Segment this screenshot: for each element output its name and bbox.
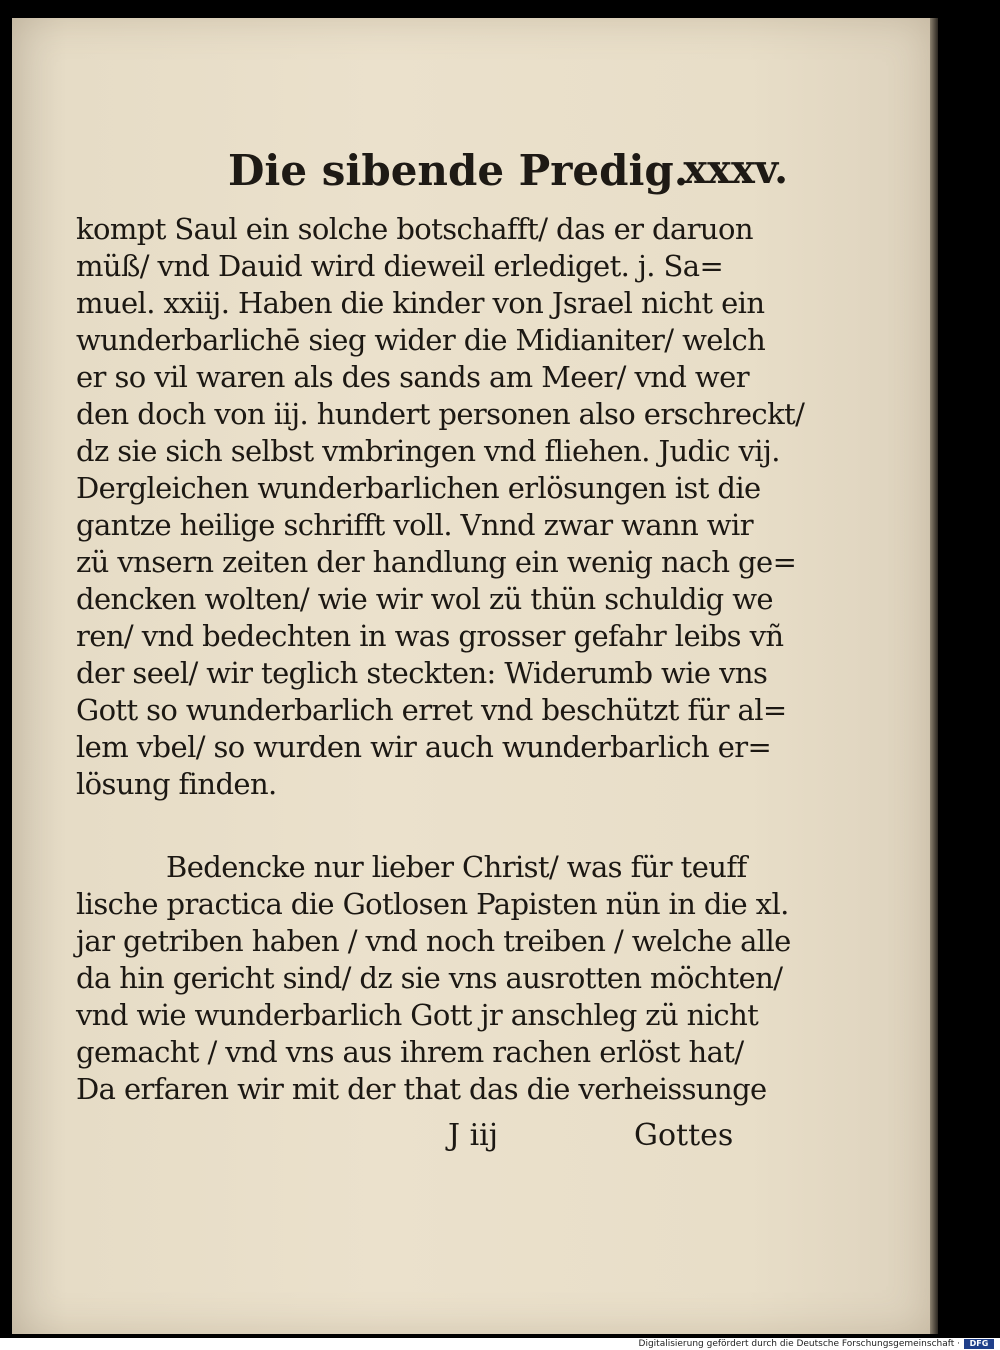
text-line: Dergleichen wunderbarlichen erlösungen ist die bbox=[76, 471, 761, 505]
text-line: kompt Saul ein solche botschafft/ das er daruon bbox=[76, 212, 753, 246]
text-line: jar getriben haben / vnd noch treiben / welche alle bbox=[76, 924, 791, 958]
dfg-logo-icon: DFG bbox=[964, 1339, 994, 1349]
running-head bbox=[228, 146, 788, 206]
funding-note: Digitalisierung gefördert durch die Deutsche Forschungsgemeinschaft · bbox=[638, 1339, 960, 1349]
text-line: Gott so wunderbarlich erret vnd beschützt für al= bbox=[76, 693, 787, 727]
signature-mark: J iij bbox=[448, 1118, 499, 1153]
text-line: lösung finden. bbox=[76, 767, 277, 801]
text-line: lische practica die Gotlosen Papisten nün in die xl. bbox=[76, 887, 789, 921]
text-line: muel. xxiij. Haben die kinder von Jsrael nicht ein bbox=[76, 286, 765, 320]
text-line: da hin gericht sind/ dz sie vns ausrotten möchten/ bbox=[76, 961, 783, 995]
text-line: Da erfaren wir mit der that das die verheissunge bbox=[76, 1072, 767, 1106]
text-line: wunderbarlichē sieg wider die Midianiter/ welch bbox=[76, 323, 766, 357]
text-line: dz sie sich selbst vmbringen vnd fliehen. Judic vij. bbox=[76, 434, 780, 468]
page-edge-shadow bbox=[930, 18, 938, 1334]
text-line: lem vbel/ so wurden wir auch wunderbarlich er= bbox=[76, 730, 772, 764]
book-page bbox=[12, 18, 930, 1334]
text-line: den doch von iij. hundert personen also erschreckt/ bbox=[76, 397, 805, 431]
text-line: vnd wie wunderbarlich Gott jr anschleg zü nicht bbox=[76, 998, 759, 1032]
footer-bar bbox=[0, 1338, 1000, 1350]
text-line: zü vnsern zeiten der handlung ein wenig nach ge= bbox=[76, 545, 797, 579]
running-title: Die sibende Predig. bbox=[228, 146, 689, 195]
catchword: Gottes bbox=[634, 1118, 734, 1153]
text-line: er so vil waren als des sands am Meer/ vnd wer bbox=[76, 360, 749, 394]
text-line: müß/ vnd Dauid wird dieweil erlediget. j. Sa= bbox=[76, 249, 724, 283]
text-line: gemacht / vnd vns aus ihrem rachen erlöst hat/ bbox=[76, 1035, 744, 1069]
text-line: ren/ vnd bedechten in was grosser gefahr leibs vñ bbox=[76, 619, 784, 653]
text-line: dencken wolten/ wie wir wol zü thün schuldig we bbox=[76, 582, 773, 616]
text-line: gantze heilige schrifft voll. Vnnd zwar wann wir bbox=[76, 508, 753, 542]
folio-number: xxxv. bbox=[683, 146, 788, 193]
text-line: der seel/ wir teglich steckten: Widerumb wie vns bbox=[76, 656, 768, 690]
signature-line bbox=[76, 1118, 756, 1158]
text-line: Bedencke nur lieber Christ/ was für teuff bbox=[166, 850, 747, 884]
